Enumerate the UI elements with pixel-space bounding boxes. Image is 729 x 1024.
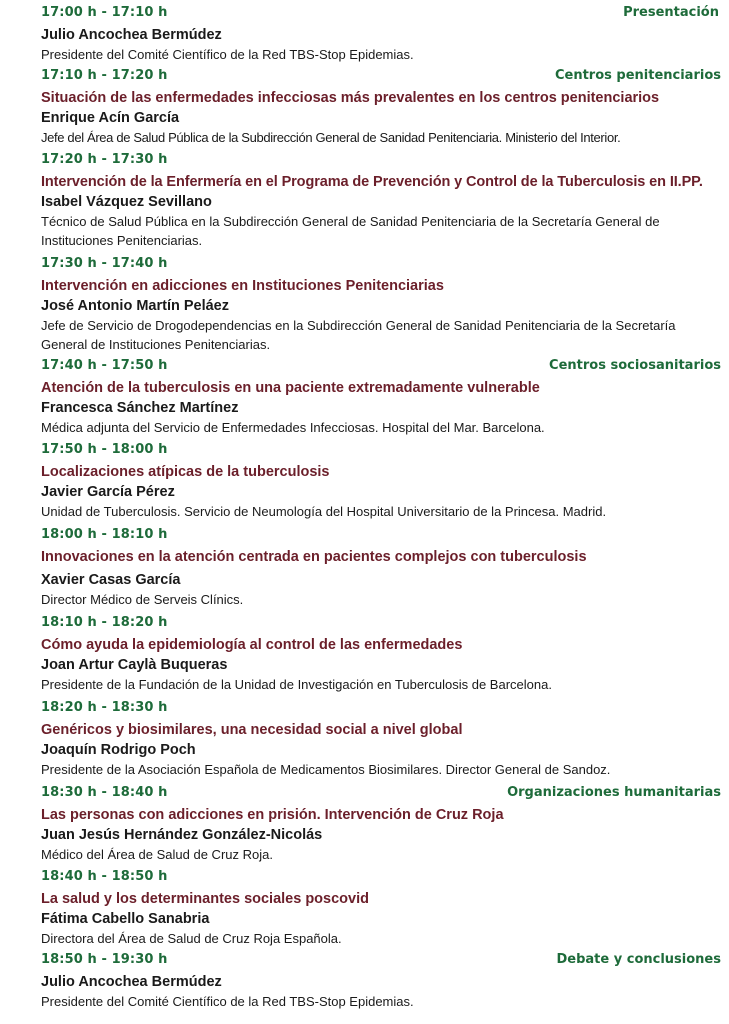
time-slot: 18:00 h - 18:10 h bbox=[41, 527, 168, 542]
talk-title: Situación de las enfermedades infecciosas más prevalentes en los centros penitenciarios bbox=[41, 90, 660, 106]
agenda-item bbox=[41, 152, 721, 250]
talk-title: Innovaciones en la atención centrada en pacientes complejos con tuberculosis bbox=[41, 549, 587, 565]
speaker-name: Julio Ancochea Bermúdez bbox=[41, 974, 222, 990]
speaker-role: Presidente del Comité Científico de la Red TBS-Stop Epidemias. bbox=[41, 994, 414, 1009]
talk-title: Atención de la tuberculosis en una paciente extremadamente vulnerable bbox=[41, 380, 540, 396]
time-slot: 17:30 h - 17:40 h bbox=[41, 256, 168, 271]
speaker-role: Director Médico de Serveis Clínics. bbox=[41, 592, 244, 607]
speaker-name: Julio Ancochea Bermúdez bbox=[41, 27, 222, 43]
section-heading: Centros sociosanitarios bbox=[549, 358, 721, 373]
agenda-item bbox=[41, 527, 721, 609]
agenda-item bbox=[41, 358, 721, 437]
section-heading: Centros penitenciarios bbox=[554, 68, 721, 83]
section-heading: Debate y conclusiones bbox=[556, 952, 721, 967]
time-slot: 18:10 h - 18:20 h bbox=[41, 615, 168, 630]
section-heading: Organizaciones humanitarias bbox=[507, 785, 721, 800]
speaker-role: Unidad de Tuberculosis. Servicio de Neumología del Hospital Universitario de la Princesa. Madrid. bbox=[41, 504, 607, 519]
agenda-item bbox=[41, 869, 721, 948]
time-slot: 18:30 h - 18:40 h bbox=[41, 785, 168, 800]
agenda-item bbox=[41, 5, 721, 64]
speaker-name: Joaquín Rodrigo Poch bbox=[41, 742, 196, 758]
speaker-role: Directora del Área de Salud de Cruz Roja Española. bbox=[41, 931, 342, 946]
time-slot: 17:00 h - 17:10 h bbox=[41, 5, 168, 20]
speaker-role: Jefe del Área de Salud Pública de la Subdirección General de Sanidad Penitenciaria. Ministerio del Interior. bbox=[41, 130, 621, 145]
speaker-name: Enrique Acín García bbox=[41, 110, 180, 126]
speaker-role: Presidente del Comité Científico de la Red TBS-Stop Epidemias. bbox=[41, 47, 414, 62]
speaker-name: Xavier Casas García bbox=[41, 572, 181, 588]
agenda-item bbox=[41, 442, 721, 521]
speaker-role: Médico del Área de Salud de Cruz Roja. bbox=[41, 847, 273, 862]
talk-title: Las personas con adicciones en prisión. Intervención de Cruz Roja bbox=[41, 807, 504, 823]
speaker-name: Joan Artur Caylà Buqueras bbox=[41, 657, 228, 673]
speaker-name: Francesca Sánchez Martínez bbox=[41, 400, 239, 416]
time-slot: 18:50 h - 19:30 h bbox=[41, 952, 168, 967]
agenda-item bbox=[41, 785, 721, 864]
section-heading: Presentación bbox=[623, 5, 719, 20]
speaker-name: Fátima Cabello Sanabria bbox=[41, 911, 210, 927]
agenda-item bbox=[41, 952, 721, 1011]
talk-title: Localizaciones atípicas de la tuberculosis bbox=[41, 464, 330, 480]
agenda-item bbox=[41, 68, 721, 147]
speaker-role: Técnico de Salud Pública en la Subdirección General de Sanidad Penitenciaria de la Secretaría General de Instituciones Penitenciarias. bbox=[41, 214, 660, 248]
talk-title: La salud y los determinantes sociales poscovid bbox=[41, 891, 369, 907]
speaker-role: Presidente de la Asociación Española de Medicamentos Biosimilares. Director General de Sandoz. bbox=[41, 762, 611, 777]
agenda-item bbox=[41, 700, 721, 779]
time-slot: 17:40 h - 17:50 h bbox=[41, 358, 168, 373]
speaker-role: Jefe de Servicio de Drogodependencias en la Subdirección General de Sanidad Penitenciaria de la Secretaría General de Instituciones Penitenciarias. bbox=[41, 318, 676, 352]
speaker-name: Juan Jesús Hernández González-Nicolás bbox=[41, 827, 323, 843]
talk-title: Intervención en adicciones en Instituciones Penitenciarias bbox=[41, 278, 444, 294]
speaker-role: Médica adjunta del Servicio de Enfermedades Infecciosas. Hospital del Mar. Barcelona. bbox=[41, 420, 545, 435]
talk-title: Intervención de la Enfermería en el Programa de Prevención y Control de la Tuberculosis en II.PP. bbox=[41, 174, 703, 190]
time-slot: 18:20 h - 18:30 h bbox=[41, 700, 168, 715]
talk-title: Genéricos y biosimilares, una necesidad social a nivel global bbox=[41, 722, 463, 738]
talk-title: Cómo ayuda la epidemiología al control de las enfermedades bbox=[41, 637, 463, 653]
speaker-name: Javier García Pérez bbox=[41, 484, 175, 500]
speaker-role: Presidente de la Fundación de la Unidad de Investigación en Tuberculosis de Barcelona. bbox=[41, 677, 552, 692]
agenda-item bbox=[41, 615, 721, 694]
time-slot: 17:50 h - 18:00 h bbox=[41, 442, 168, 457]
speaker-name: José Antonio Martín Peláez bbox=[41, 298, 229, 314]
time-slot: 18:40 h - 18:50 h bbox=[41, 869, 168, 884]
speaker-name: Isabel Vázquez Sevillano bbox=[41, 194, 212, 210]
time-slot: 17:20 h - 17:30 h bbox=[41, 152, 168, 167]
agenda-item bbox=[41, 256, 721, 354]
time-slot: 17:10 h - 17:20 h bbox=[41, 68, 168, 83]
